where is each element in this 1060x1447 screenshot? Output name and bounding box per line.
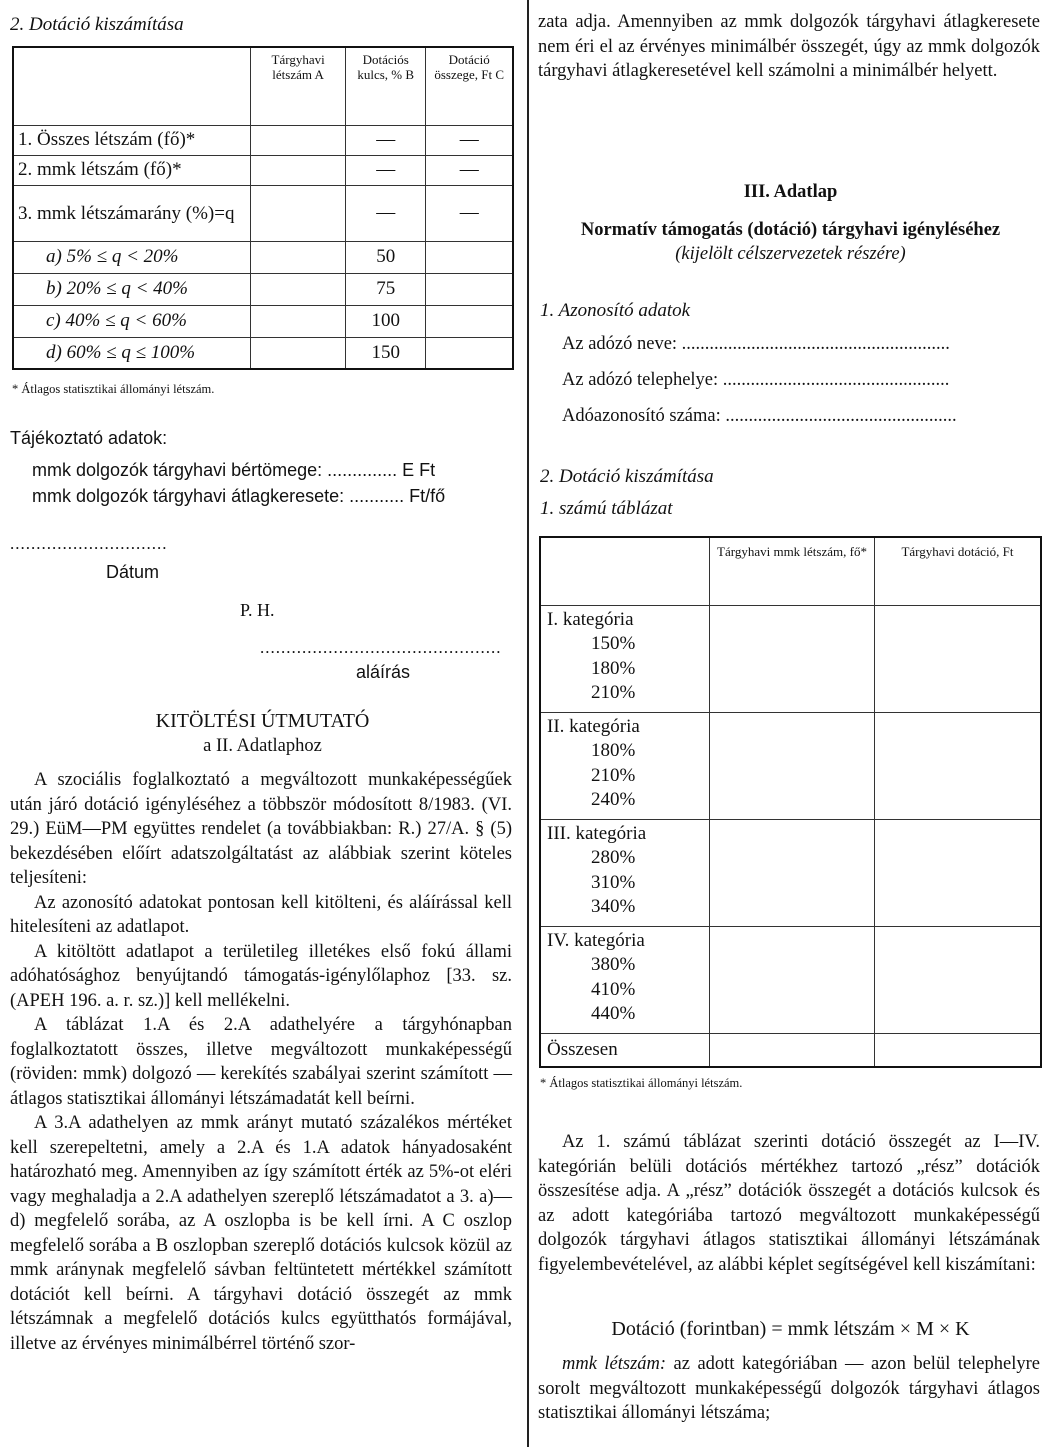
sheet-title: III. Adatlap [743, 182, 838, 202]
category-rate: 440% [591, 1003, 636, 1024]
continued-paragraph: zata adja. Amennyiben az mmk dolgozók tárgyhavi átlagkeresete nem éri el az érvényes minimálbér összegét, úgy az mmk dolgozók tárgyhavi átlagkeresetével kell számolni a minimálbér helyett. [538, 12, 1040, 81]
info-title: Tájékoztató adatok: [10, 428, 168, 448]
category-table [539, 536, 1042, 1068]
category-rate: 210% [591, 682, 636, 703]
table-row [540, 712, 1041, 819]
id-section-title: 1. Azonosító adatok [540, 300, 691, 321]
table-row: 2. mmk létszám (fő)* — — [13, 155, 513, 185]
header-headcount: Tárgyhavi mmk létszám, fő* [710, 537, 875, 605]
guide-paragraph: A 3.A adathelyen az mmk arányt mutató százalékos mértéket kell szerepeltetni, amely a 2.A és 1.A adatok hányadosaként határozható meg. Amennyiben az így számított érték az 5%-ot eléri vagy meghaladja a 2.A adathelyen szereplő létszámadatot a 3. a)—d) megfelelő sorába, az A oszlopba is be kell írni. A C oszlop megfelelő sorába a B oszlopban szereplő dotációs kulcsok közül az mmk aránynak megfelelő sávban feltüntetett mértékkel számított dotációt kell beírni. A tárgyhavi dotáció összegét az mmk létszámnak a megfelelő dotációs kulcs együtthatós formájával, illetve az érvényes minimálbérrel történő szor- [10, 1113, 512, 1354]
column-divider [527, 0, 529, 1447]
guide-paragraph: A táblázat 1.A és 2.A adathelyére a tárgyhónapban foglalkoztatott összes, illetve megváltozott munkaképességű (röviden: mmk) dolgozó — kerekítés szabályai szerint számított — átlagos statisztikai állományi létszámadatát kell beírni. [10, 1015, 512, 1109]
guide-subtitle: a II. Adatlaphoz [203, 736, 322, 756]
guide-paragraph: A szociális foglalkoztató a megváltozott munkaképességűek után járó dotáció igényléséhez a többször módosított 8/1983. (VI. 29.) EüM—PM együttes rendelet (a továbbiakban: R.) 27/A. § (5) bekezdésében előírt adatszolgáltatást az alábbiak szerint köteles teljesíteni: [10, 770, 512, 888]
stamp-label: P. H. [240, 600, 275, 620]
table-title: 1. számú táblázat [540, 498, 673, 519]
category-rate: 380% [591, 954, 636, 975]
table-row: d) 60% ≤ q ≤ 100% 150 [13, 337, 513, 369]
table-row [540, 819, 1041, 926]
guide-paragraph: Az azonosító adatokat pontosan kell kitölteni, és aláírással kell hitelesíteni az adatlapot. [10, 892, 512, 937]
category-name: IV. kategória [547, 929, 645, 951]
table-row [540, 605, 1041, 712]
table-row: b) 20% ≤ q < 40% 75 [13, 273, 513, 305]
category-rate: 410% [591, 978, 636, 1000]
date-label: Dátum [106, 562, 160, 582]
signature-dots: .............................................. [260, 638, 502, 657]
category-name: II. kategória [547, 715, 640, 737]
taxpayer-site-field: Az adózó telephelye: ................................................. [562, 370, 950, 390]
table-row: a) 5% ≤ q < 20% 50 [13, 241, 513, 273]
dotacio-table [12, 46, 514, 370]
table-corner [540, 537, 710, 605]
table-corner [13, 47, 251, 125]
total-row [540, 1033, 1041, 1067]
category-rate: 180% [591, 740, 636, 761]
table-row: 3. mmk létszámarány (%)=q — — [13, 185, 513, 241]
definition-term: mmk létszám: [562, 1354, 667, 1374]
table-row [540, 926, 1041, 1033]
category-rate: 280% [591, 847, 636, 868]
definition-text: az adott kategóriában — azon belül telephelyre sorolt megváltozott munkaképességű dolgozók tárgyhavi átlagos statisztikai állományi létszáma; [538, 1354, 1040, 1423]
tax-id-field: Adóazonosító száma: .................................................. [562, 406, 957, 426]
info-line-wage: mmk dolgozók tárgyhavi bértömege: .............. E Ft [32, 460, 436, 480]
category-name: III. kategória [547, 822, 647, 844]
calc-section-title: 2. Dotáció kiszámítása [540, 466, 714, 487]
header-a: Tárgyhavi létszám A [251, 47, 346, 125]
signature-label: aláírás [356, 662, 411, 682]
sheet-subtitle: Normatív támogatás (dotáció) tárgyhavi igényléséhez [580, 220, 1001, 240]
section-title: 2. Dotáció kiszámítása [10, 14, 184, 35]
explanation-paragraph: Az 1. számú táblázat szerinti dotáció összegét az I—IV. kategórián belüli dotációs mértékhez tartozó „rész” dotációk összesítése adja. A „rész” dotációk összegét a dotációs kulcsok és az adott kategóriába tartozó megváltozott munkaképességű dolgozók tárgyhavi átlagos statisztikai állományi létszámának figyelembevételével, az alábbi képlet segítségével kell kiszámítani: [538, 1132, 1040, 1275]
header-b: Dotációs kulcs, % B [345, 47, 425, 125]
table-row: 1. Összes létszám (fő)* — — [13, 125, 513, 155]
category-name: I. kategória [547, 608, 634, 630]
category-rate: 240% [591, 789, 636, 810]
header-dotacio: Tárgyhavi dotáció, Ft [875, 537, 1042, 605]
definition-paragraph [538, 1352, 1040, 1426]
sheet-note: (kijelölt célszervezetek részére) [675, 244, 906, 264]
category-rate: 340% [591, 896, 636, 917]
footnote: * Átlagos statisztikai állományi létszám. [12, 382, 215, 396]
total-label: Összesen [540, 1033, 710, 1067]
category-rate: 310% [591, 871, 636, 893]
info-line-average: mmk dolgozók tárgyhavi átlagkeresete: ........... Ft/fő [32, 486, 446, 506]
guide-paragraph: A kitöltött adatlapot a területileg illetékes első fokú állami adóhatósághoz benyújtandó támogatás-igénylőlaphoz [33. sz. (APEH 196. a. r. sz.)] kell mellékelni. [10, 941, 512, 1011]
formula: Dotáció (forintban) = mmk létszám × M × K [611, 1318, 970, 1340]
table-row: c) 40% ≤ q < 60% 100 [13, 305, 513, 337]
guide-text [10, 768, 512, 1356]
header-c: Dotáció összege, Ft C [426, 47, 513, 125]
guide-title: KITÖLTÉSI ÚTMUTATÓ [155, 710, 370, 732]
footnote: * Átlagos statisztikai állományi létszám. [540, 1076, 743, 1090]
category-rate: 210% [591, 764, 636, 786]
date-dots: .............................. [10, 534, 168, 553]
taxpayer-name-field: Az adózó neve: .......................................................... [562, 334, 950, 354]
category-rate: 180% [591, 657, 636, 679]
category-rate: 150% [591, 633, 636, 654]
